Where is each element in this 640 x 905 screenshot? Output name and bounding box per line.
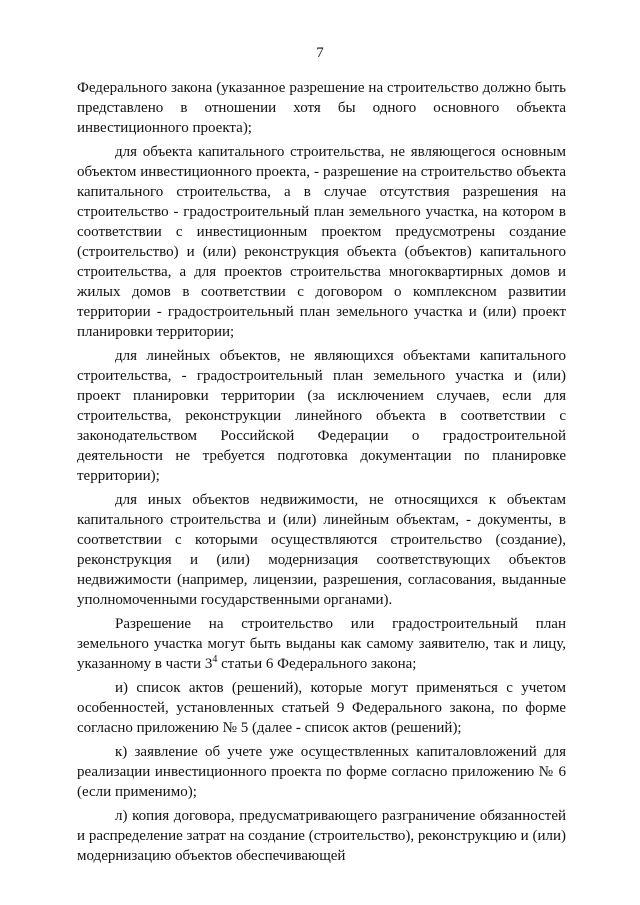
superscript-part-number: 4: [212, 654, 218, 665]
paragraph-other-real-estate: для иных объектов недвижимости, не относящихся к объектам капитального строительства и (или) линейным объектам, - документы, в соответствии с которыми осуществляются строительство (создание), реконструкция и (или) модернизация соответствующих объектов недвижимости (например, лицензии, разрешения, согласования, выданные уполномоченными государственными органами).: [77, 492, 566, 608]
document-body: [77, 78, 566, 870]
paragraph-non-main-capital-object: для объекта капитального строительства, не являющегося основным объектом инвестиционного проекта, - разрешение на строительство объекта капитального строительства, а в случае отсутствия разрешения на строительство - градостроительный план земельного участка, на котором в соответствии с инвестиционным проектом предусмотрены создание (строительство) и (или) реконструкция объекта (объектов) капитального строительства, а для проектов строительства многоквартирных домов и жилых домов в соответствии с договором о комплексном развитии территории - градостроительный план земельного участка и (или) проект планировки территории;: [77, 144, 566, 340]
paragraph-permit-issuance-text: Разрешение на строительство или градостроительный план земельного участка могут быть выданы как самому заявителю, так и лицу, указанному в части 3: [77, 616, 566, 672]
paragraph-item-l-contract-copy: л) копия договора, предусматривающего разграничение обязанностей и распределение затрат на создание (строительство), реконструкцию и (или) модернизацию объектов обеспечивающей: [77, 808, 566, 864]
paragraph-permit-issuance: [77, 614, 566, 674]
paragraph-federal-law-continuation: Федерального закона (указанное разрешение на строительство должно быть представлено в отношении хотя бы одного основного объекта инвестиционного проекта);: [77, 80, 566, 136]
paragraph-permit-issuance-ending: статьи 6 Федерального закона;: [217, 656, 417, 672]
paragraph-linear-objects: для линейных объектов, не являющихся объектами капитального строительства, - градостроительный план земельного участка и (или) проект планировки территории (за исключением случаев, если для строительства, реконструкции линейного объекта в соответствии с законодательством Российской Федерации о градостроительной деятельности не требуется подготовка документации по планировке территории);: [77, 348, 566, 484]
page-number: 7: [316, 45, 324, 61]
paragraph-item-k-investment-statement: к) заявление об учете уже осуществленных капиталовложений для реализации инвестиционного проекта по форме согласно приложению № 6 (если применимо);: [77, 744, 566, 800]
paragraph-item-i-acts-list: и) список актов (решений), которые могут применяться с учетом особенностей, установленных статьей 9 Федерального закона, по форме согласно приложению № 5 (далее - список актов (решений);: [77, 680, 566, 736]
